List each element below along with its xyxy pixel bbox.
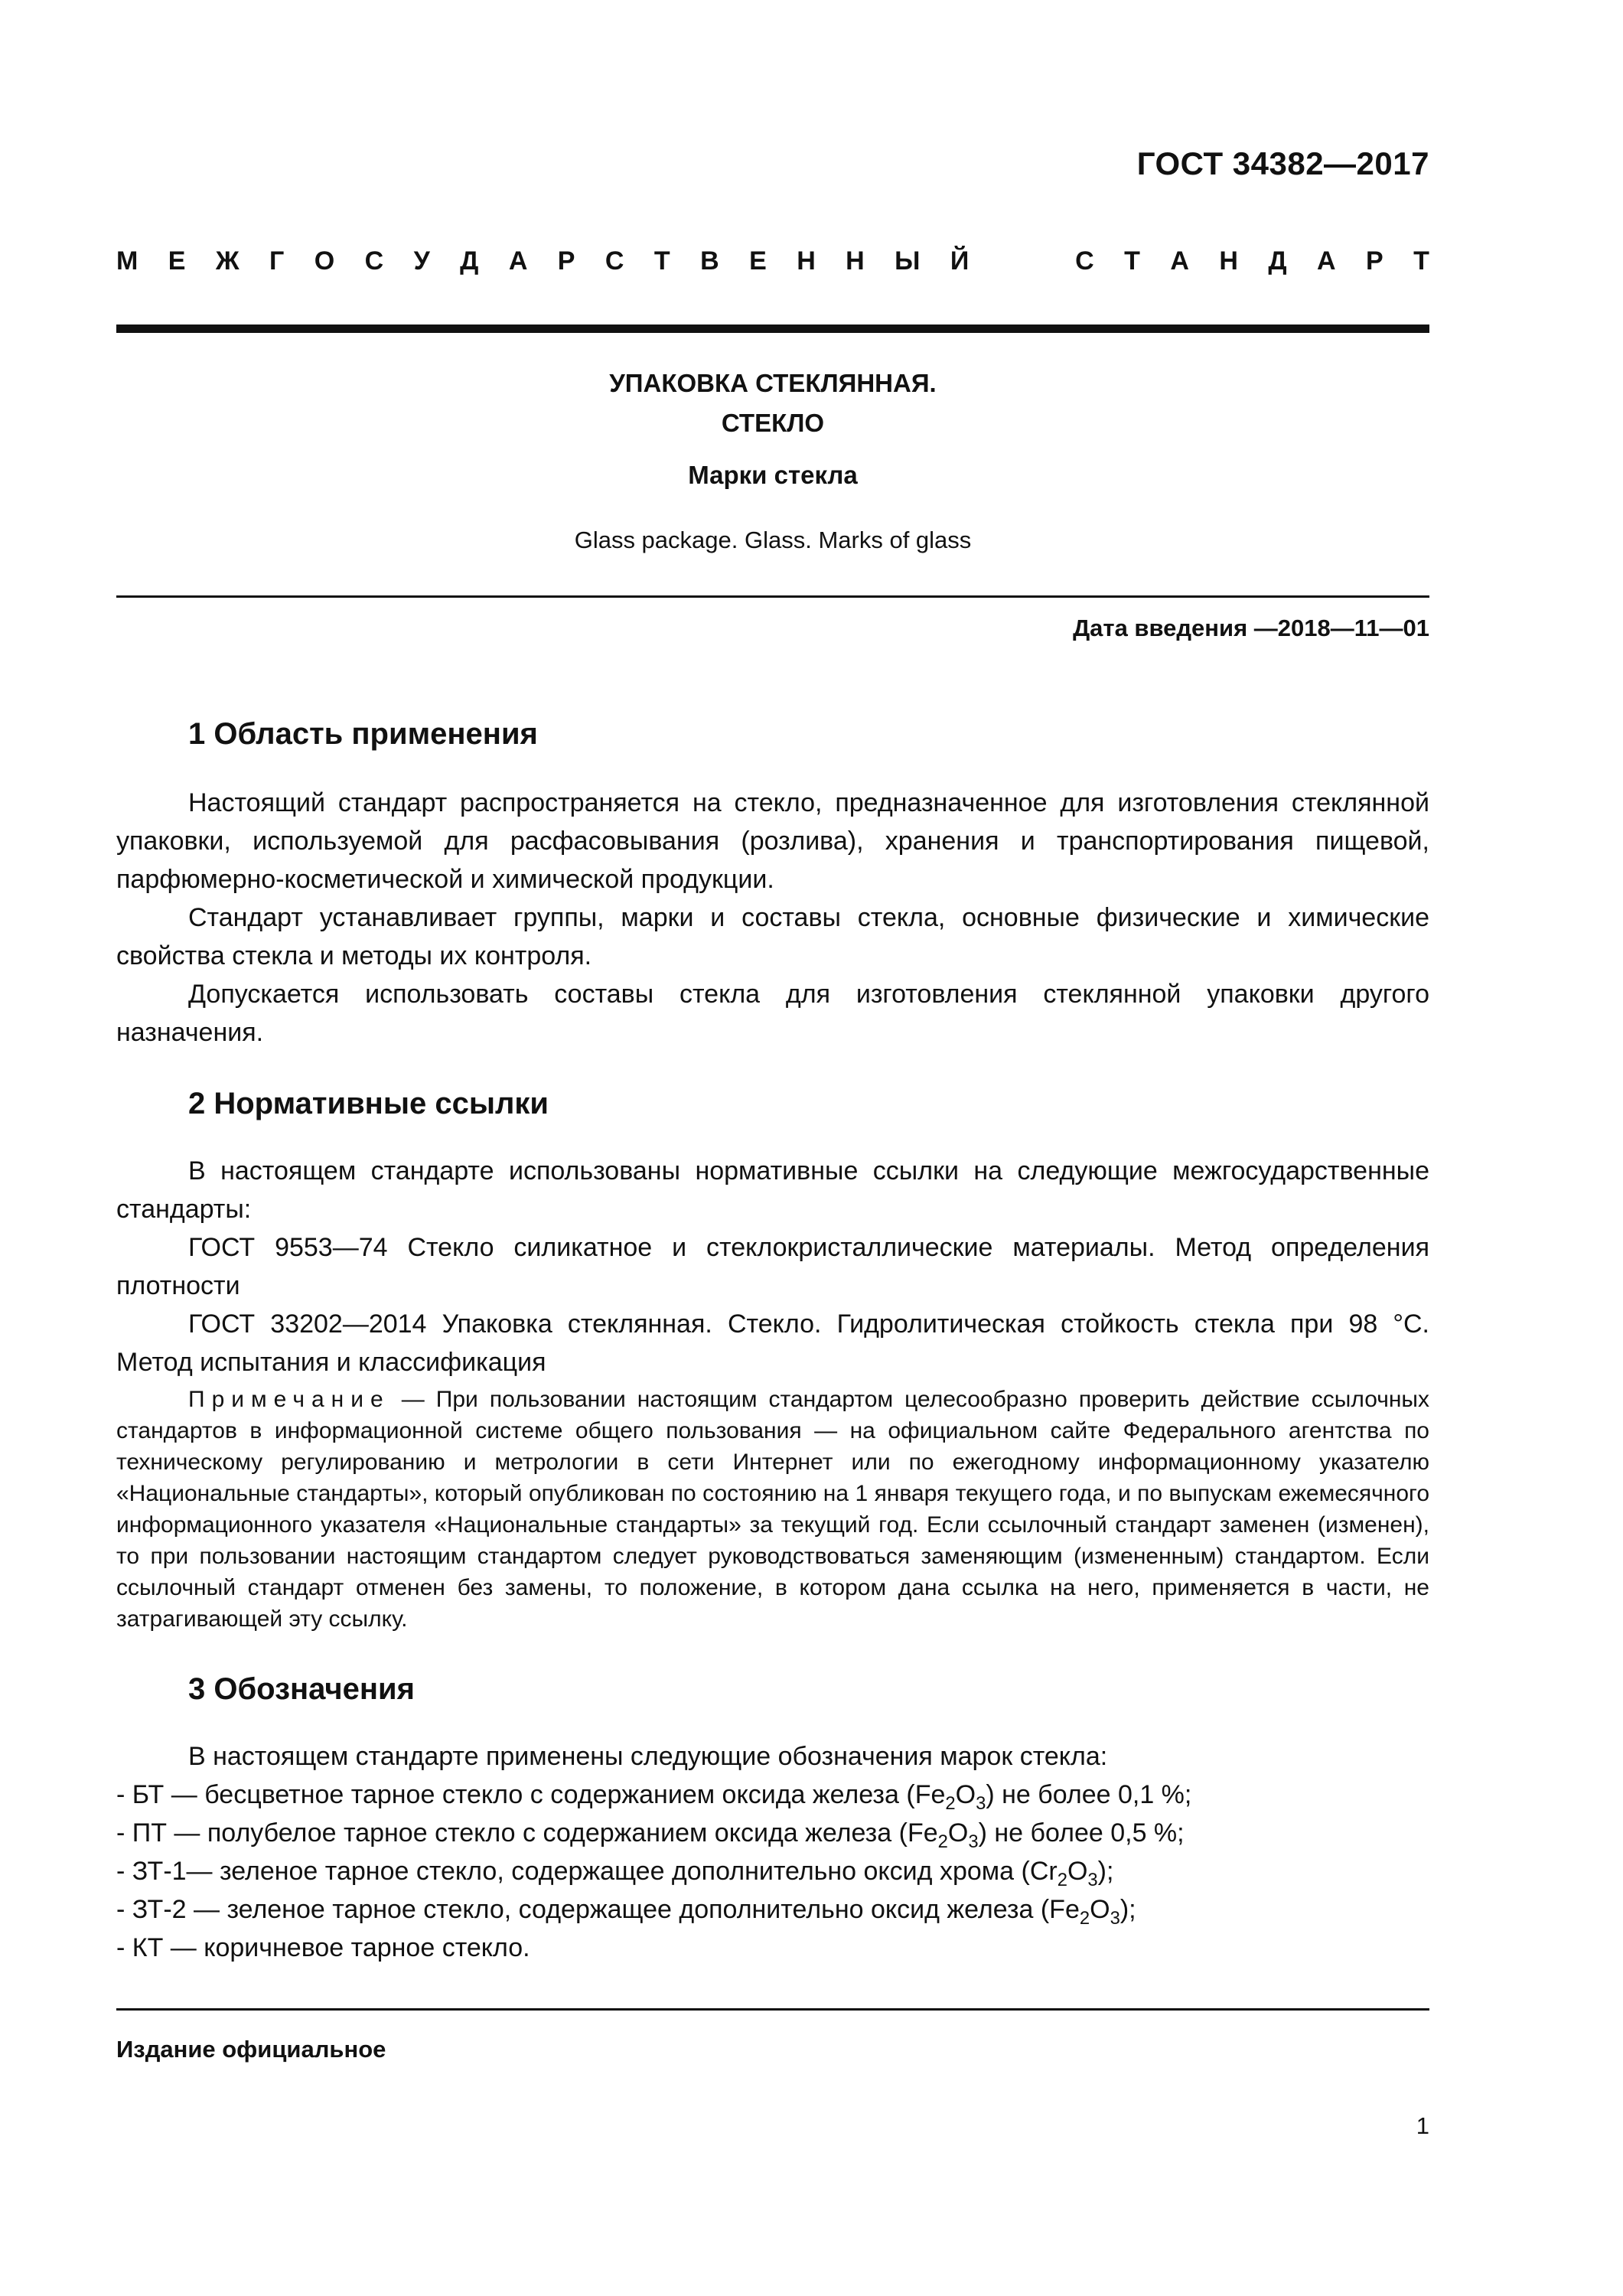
english-title: Glass package. Glass. Marks of glass xyxy=(574,527,972,553)
section-3-heading: 3 Обозначения xyxy=(188,1672,415,1706)
header-thick-rule xyxy=(116,325,1429,333)
banner-letter: Г xyxy=(269,246,285,276)
banner-letter: М xyxy=(116,246,139,276)
list-item: - КТ — коричневое тарное стекло. xyxy=(116,1933,530,1962)
banner-letter: А xyxy=(1170,246,1189,276)
banner-letter: А xyxy=(1316,246,1336,276)
banner-letter: О xyxy=(314,246,335,276)
banner-letter: Н xyxy=(797,246,816,276)
paragraph: Стандарт устанавливает группы, марки и составы стекла, основные физические и химические свойства стекла и методы их контроля. xyxy=(116,903,1429,970)
effective-date: Дата введения —2018—11—01 xyxy=(1073,615,1429,641)
title-line-1: УПАКОВКА СТЕКЛЯННАЯ. xyxy=(609,369,937,397)
section-1-heading: 1 Область применения xyxy=(188,717,538,751)
banner-letter: Ы xyxy=(895,246,921,276)
official-edition-label: Издание официальное xyxy=(116,2036,386,2063)
banner-letter: Т xyxy=(1413,246,1429,276)
list-item: - БТ — бесцветное тарное стекло с содержанием оксида железа $(Fe_2O_3)$ не более 0,1 %; xyxy=(116,1780,1192,1814)
list-intro: В настоящем стандарте применены следующие обозначения марок стекла: xyxy=(188,1742,1108,1771)
title-line-2: СТЕКЛО xyxy=(721,409,825,437)
note-text: — При пользовании настоящим стандартом целесообразно проверить действие ссылочных стандартов в информационной системе общего пользования — на официальном сайте Федерального агентства по техническому регулированию и метрологии в сети Интернет или по ежегодному информационному указателю «Национальные стандарты», который опубликован по состоянию на 1 января текущего года, и по выпускам ежемесячного информационного указателя «Национальные стандарты» за текущий год. Если ссылочный стандарт заменен (изменен), то при пользовании настоящим стандартом следует руководствоваться заменяющим (измененным) стандартом. Если ссылочный стандарт отменен без замены, то положение, в котором дана ссылка на него, применяется в части, не затрагивающей эту ссылку. xyxy=(116,1387,1429,1632)
standard-number: ГОСТ 34382—2017 xyxy=(1136,145,1429,181)
document-subtitle: Марки стекла xyxy=(688,461,858,489)
list-item: - ПТ — полубелое тарное стекло с содержанием оксида железа $(Fe_2O_3)$ не более 0,5 %; xyxy=(116,1818,1185,1852)
paragraph: В настоящем стандарте использованы нормативные ссылки на следующие межгосударственные стандарты: xyxy=(116,1156,1429,1224)
section-2-body xyxy=(116,1152,1429,1381)
reference-note xyxy=(116,1384,1429,1635)
banner-letter: У xyxy=(413,246,430,276)
page-number: 1 xyxy=(1416,2112,1429,2139)
banner-letter: Т xyxy=(653,246,670,276)
paragraph: ГОСТ 33202—2014 Упаковка стеклянная. Стекло. Гидролитическая стойкость стекла при 98 °С. Метод испытания и классификация xyxy=(116,1309,1429,1377)
document-title xyxy=(116,364,1429,443)
banner-letter: Е xyxy=(749,246,767,276)
paragraph: ГОСТ 9553—74 Стекло силикатное и стеклокристаллические материалы. Метод определения плотности xyxy=(116,1233,1429,1300)
banner-letter: Д xyxy=(460,246,479,276)
paragraph: Допускается использовать составы стекла для изготовления стеклянной упаковки другого назначения. xyxy=(116,980,1429,1047)
section-1-body xyxy=(116,784,1429,1052)
banner-letter: Р xyxy=(1365,246,1383,276)
banner-letter: Й xyxy=(950,246,970,276)
banner-letter: В xyxy=(700,246,719,276)
footer-divider xyxy=(116,2008,1429,2011)
paragraph: Настоящий стандарт распространяется на стекло, предназначенное для изготовления стеклянной упаковки, используемой для расфасовывания (розлива), хранения и транспортирования пищевой, парфюмерно-косметической и химической продукции. xyxy=(116,788,1429,894)
banner-letter: С xyxy=(364,246,384,276)
title-divider xyxy=(116,595,1429,598)
banner-letter: Ж xyxy=(215,246,240,276)
banner-letter: Н xyxy=(846,246,865,276)
banner-letter: А xyxy=(508,246,528,276)
list-item: - ЗТ-2 — зеленое тарное стекло, содержащее дополнительно оксид железа $(Fe_2O_3)$; xyxy=(116,1895,1136,1929)
banner-letter: Д xyxy=(1268,246,1287,276)
list-item: - ЗТ-1— зеленое тарное стекло, содержащее дополнительно оксид хрома $(Cr_2O_3)$; xyxy=(116,1857,1114,1890)
banner-letter: Н xyxy=(1219,246,1238,276)
banner-letter: Е xyxy=(168,246,186,276)
interstate-standard-banner xyxy=(116,246,1429,276)
banner-letter: Р xyxy=(557,246,575,276)
banner-letter: С xyxy=(1075,246,1094,276)
banner-letter: С xyxy=(605,246,624,276)
banner-letter: Т xyxy=(1124,246,1140,276)
section-2-heading: 2 Нормативные ссылки xyxy=(188,1087,549,1120)
note-label: Примечание xyxy=(188,1387,390,1412)
designations-list xyxy=(116,1737,1429,1967)
